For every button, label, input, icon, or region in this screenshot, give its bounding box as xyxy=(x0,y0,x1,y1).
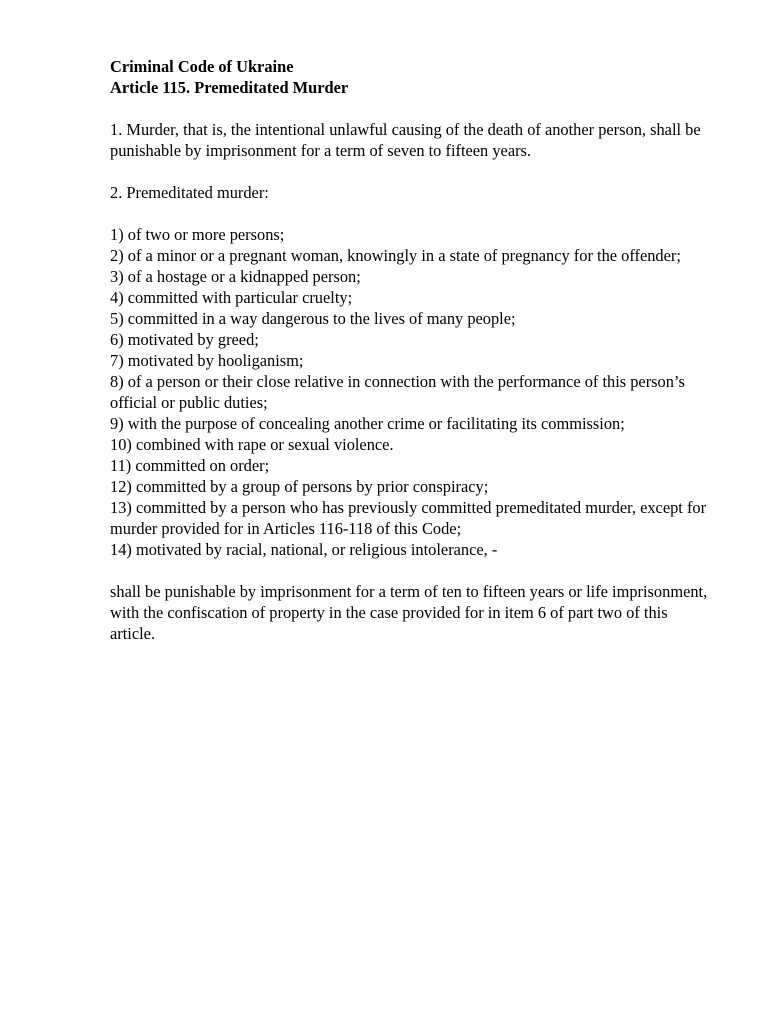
code-title: Criminal Code of Ukraine xyxy=(110,57,294,76)
spacer xyxy=(110,98,710,119)
spacer xyxy=(110,203,710,224)
list-item: 10) combined with rape or sexual violence. xyxy=(110,435,394,454)
list-item: 11) committed on order; xyxy=(110,456,270,475)
list-item: 5) committed in a way dangerous to the lives of many people; xyxy=(110,309,516,328)
list-item: 4) committed with particular cruelty; xyxy=(110,288,353,307)
list-item: 13) committed by a person who has previously committed premeditated murder, except for murder provided for in Articles 116-118 of this Code; xyxy=(110,498,707,538)
aggravating-circumstances-list xyxy=(110,224,710,560)
list-item: 1) of two or more persons; xyxy=(110,225,285,244)
article-title: Article 115. Premeditated Murder xyxy=(110,78,349,97)
list-item: 12) committed by a group of persons by prior conspiracy; xyxy=(110,477,489,496)
list-item: 8) of a person or their close relative in connection with the performance of this person’s official or public duties; xyxy=(110,372,685,412)
spacer xyxy=(110,560,710,581)
part-one-paragraph: 1. Murder, that is, the intentional unlawful causing of the death of another person, shall be punishable by imprisonment for a term of seven to fifteen years. xyxy=(110,120,701,160)
list-item: 3) of a hostage or a kidnapped person; xyxy=(110,267,361,286)
list-item: 2) of a minor or a pregnant woman, knowingly in a state of pregnancy for the offender; xyxy=(110,246,681,265)
penalty-paragraph: shall be punishable by imprisonment for a term of ten to fifteen years or life imprisonment, with the confiscation of property in the case provided for in item 6 of part two of this article. xyxy=(110,582,708,643)
list-item: 9) with the purpose of concealing another crime or facilitating its commission; xyxy=(110,414,625,433)
spacer xyxy=(110,161,710,182)
list-item: 7) motivated by hooliganism; xyxy=(110,351,304,370)
document-page xyxy=(110,56,710,644)
list-item: 14) motivated by racial, national, or religious intolerance, - xyxy=(110,540,498,559)
list-item: 6) motivated by greed; xyxy=(110,330,259,349)
part-two-heading: 2. Premeditated murder: xyxy=(110,183,269,202)
